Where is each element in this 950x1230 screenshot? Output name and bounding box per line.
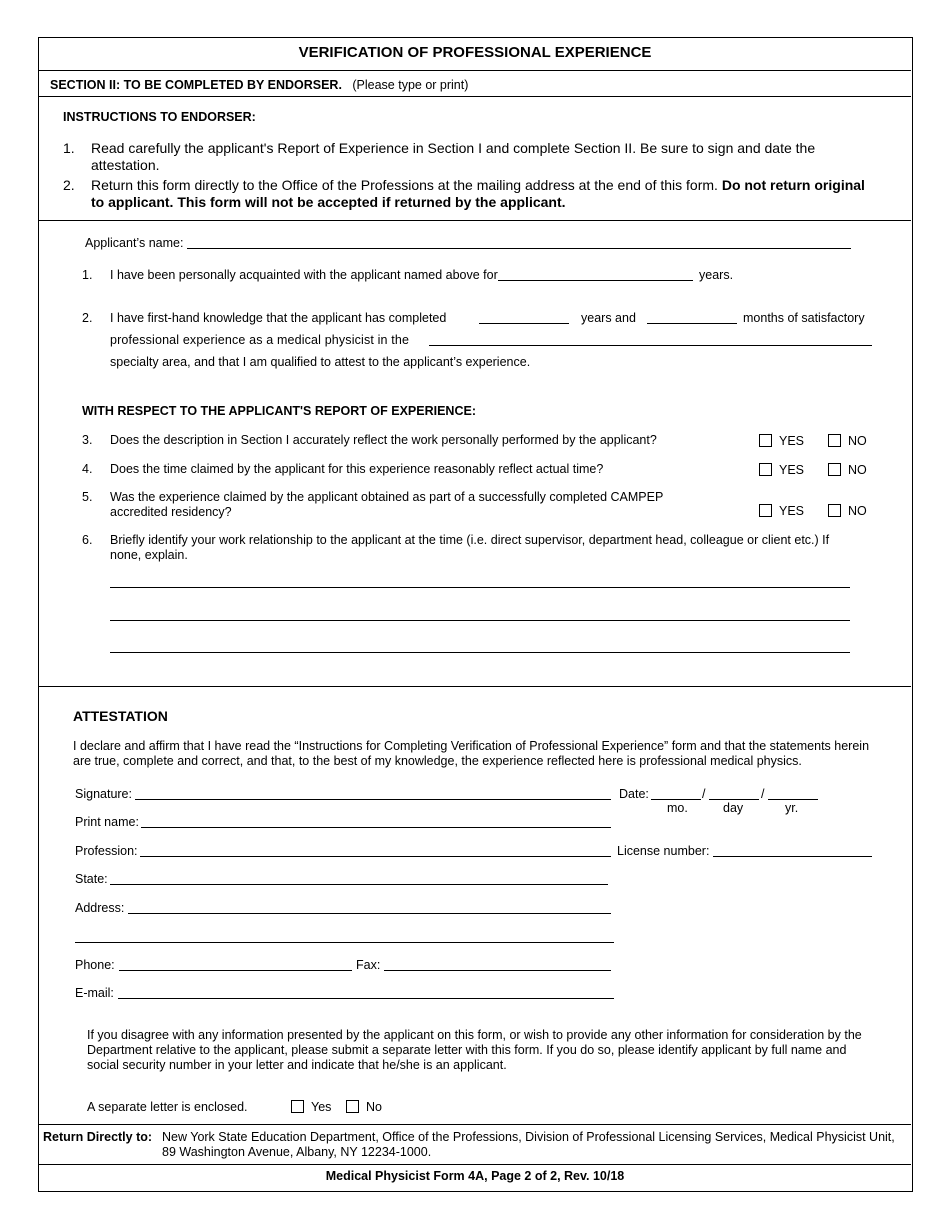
respect-heading: WITH RESPECT TO THE APPLICANT'S REPORT OF EXPERIENCE: (82, 404, 476, 418)
section-label: SECTION II: TO BE COMPLETED BY ENDORSER. (50, 78, 342, 92)
q4-no-checkbox[interactable] (828, 463, 841, 476)
no-label: NO (848, 463, 867, 477)
letter-yes-label: Yes (311, 1100, 332, 1114)
letter-label: A separate letter is enclosed. (87, 1100, 248, 1114)
question-number: 6. (82, 533, 93, 547)
q3-text: Does the description in Section I accurately reflect the work personally performed by the applicant? (110, 433, 657, 447)
divider (39, 96, 911, 97)
q2-part1: I have first-hand knowledge that the applicant has completed (110, 311, 447, 325)
q2-part3: specialty area, and that I am qualified to attest to the applicant’s experience. (110, 355, 531, 369)
instruction-item-1: Read carefully the applicant's Report of Experience in Section I and complete Section II. Be sure to sign and date the attestation. (91, 140, 816, 173)
date-label: Date: (619, 787, 649, 801)
state-label: State: (75, 872, 108, 886)
section-note: (Please type or print) (352, 78, 469, 92)
fax-label: Fax: (356, 958, 381, 972)
date-day-caption: day (723, 801, 744, 815)
signature-label: Signature: (75, 787, 132, 801)
divider (39, 1164, 911, 1165)
q4-yes-checkbox[interactable] (759, 463, 772, 476)
question-number: 3. (82, 433, 93, 447)
q6-answer-line[interactable] (110, 574, 850, 588)
address-label: Address: (75, 901, 125, 915)
question-number: 4. (82, 462, 93, 476)
q2-months-label: months of satisfactory (743, 311, 865, 325)
applicant-name-label: Applicant’s name: (85, 236, 184, 250)
address-field-line-2[interactable] (75, 929, 614, 943)
q3-no-checkbox[interactable] (828, 434, 841, 447)
address-field[interactable] (128, 900, 611, 914)
date-month-field[interactable] (651, 786, 701, 800)
q5-no-checkbox[interactable] (828, 504, 841, 517)
instruction-number: 1. (63, 140, 75, 156)
no-label: NO (848, 434, 867, 448)
instruction-item-2-text: Return this form directly to the Office of the Professions at the mailing address at the end of this form. (91, 177, 722, 193)
profession-field[interactable] (140, 843, 611, 857)
section-header (50, 78, 468, 93)
attestation-heading: ATTESTATION (73, 708, 168, 724)
letter-no-checkbox[interactable] (346, 1100, 359, 1113)
q2-years-field[interactable] (479, 310, 569, 324)
instructions-heading: INSTRUCTIONS TO ENDORSER: (63, 110, 256, 124)
phone-label: Phone: (75, 958, 115, 972)
q6-text: Briefly identify your work relationship to the applicant at the time (i.e. direct supervisor, department head, colleague or client etc.) If none, explain. (110, 533, 830, 562)
disagree-notice: If you disagree with any information presented by the applicant on this form, or wish to provide any other information for consideration by the Department relative to the applicant, please submit a separate letter with this form. If you do so, please identify applicant by full name and social security number in your letter and indicate that he/she is an applicant. (87, 1028, 862, 1072)
date-yr-caption: yr. (785, 801, 799, 815)
signature-field[interactable] (135, 786, 611, 800)
divider (39, 220, 911, 221)
no-label: NO (848, 504, 867, 518)
q1-suffix: years. (699, 268, 734, 282)
email-label: E-mail: (75, 986, 114, 1000)
yes-label: YES (779, 504, 805, 518)
date-separator: / (761, 787, 765, 801)
date-separator: / (702, 787, 706, 801)
question-number: 1. (82, 268, 93, 282)
applicant-name-field[interactable] (187, 235, 851, 249)
letter-yes-checkbox[interactable] (291, 1100, 304, 1113)
q6-answer-line[interactable] (110, 607, 850, 621)
q5-text: Was the experience claimed by the applicant obtained as part of a successfully completed CAMPEP accredited residency? (110, 490, 664, 519)
q2-years-label: years and (581, 311, 636, 325)
instruction-number: 2. (63, 177, 75, 193)
yes-label: YES (779, 463, 805, 477)
q6-answer-line[interactable] (110, 639, 850, 653)
q5-yes-checkbox[interactable] (759, 504, 772, 517)
question-number: 5. (82, 490, 93, 504)
attestation-statement: I declare and affirm that I have read the “Instructions for Completing Verification of Professional Experience” form and that the statements herein are true, complete and correct, and that, to the best of my knowledge, the experience reflected here is professional medical physics. (73, 739, 870, 768)
print-name-label: Print name: (75, 815, 139, 829)
q1-text: I have been personally acquainted with the applicant named above for (110, 268, 498, 282)
question-number: 2. (82, 311, 93, 325)
form-container (38, 37, 913, 1192)
license-label: License number: (617, 844, 710, 858)
date-day-field[interactable] (709, 786, 759, 800)
state-field[interactable] (110, 871, 608, 885)
date-mo-caption: mo. (667, 801, 688, 815)
license-number-field[interactable] (713, 843, 872, 857)
q2-part2: professional experience as a medical physicist in the (110, 333, 410, 347)
q1-years-field[interactable] (498, 267, 693, 281)
return-address: New York State Education Department, Office of the Professions, Division of Professional Licensing Services, Medical Physicist Unit, 89 Washington Avenue, Albany, NY 12234-1000. (162, 1130, 895, 1159)
letter-no-label: No (366, 1100, 382, 1114)
yes-label: YES (779, 434, 805, 448)
instruction-item-2-warning: Do not return original to applicant. This form will not be accepted if returned by the applicant. (91, 177, 865, 210)
date-year-field[interactable] (768, 786, 818, 800)
print-name-field[interactable] (141, 814, 611, 828)
profession-label: Profession: (75, 844, 138, 858)
q4-text: Does the time claimed by the applicant for this experience reasonably reflect actual time? (110, 462, 604, 476)
q3-yes-checkbox[interactable] (759, 434, 772, 447)
form-id: Medical Physicist Form 4A, Page 2 of 2, Rev. 10/18 (325, 1169, 625, 1183)
instruction-item-2 (91, 177, 881, 211)
divider (39, 686, 911, 687)
divider (39, 1124, 911, 1125)
email-field[interactable] (118, 985, 614, 999)
q2-specialty-field[interactable] (429, 332, 872, 346)
return-label: Return Directly to: (43, 1130, 153, 1144)
page-title: VERIFICATION OF PROFESSIONAL EXPERIENCE (298, 44, 652, 61)
q2-months-field[interactable] (647, 310, 737, 324)
phone-field[interactable] (119, 957, 352, 971)
divider (39, 70, 911, 71)
fax-field[interactable] (384, 957, 611, 971)
